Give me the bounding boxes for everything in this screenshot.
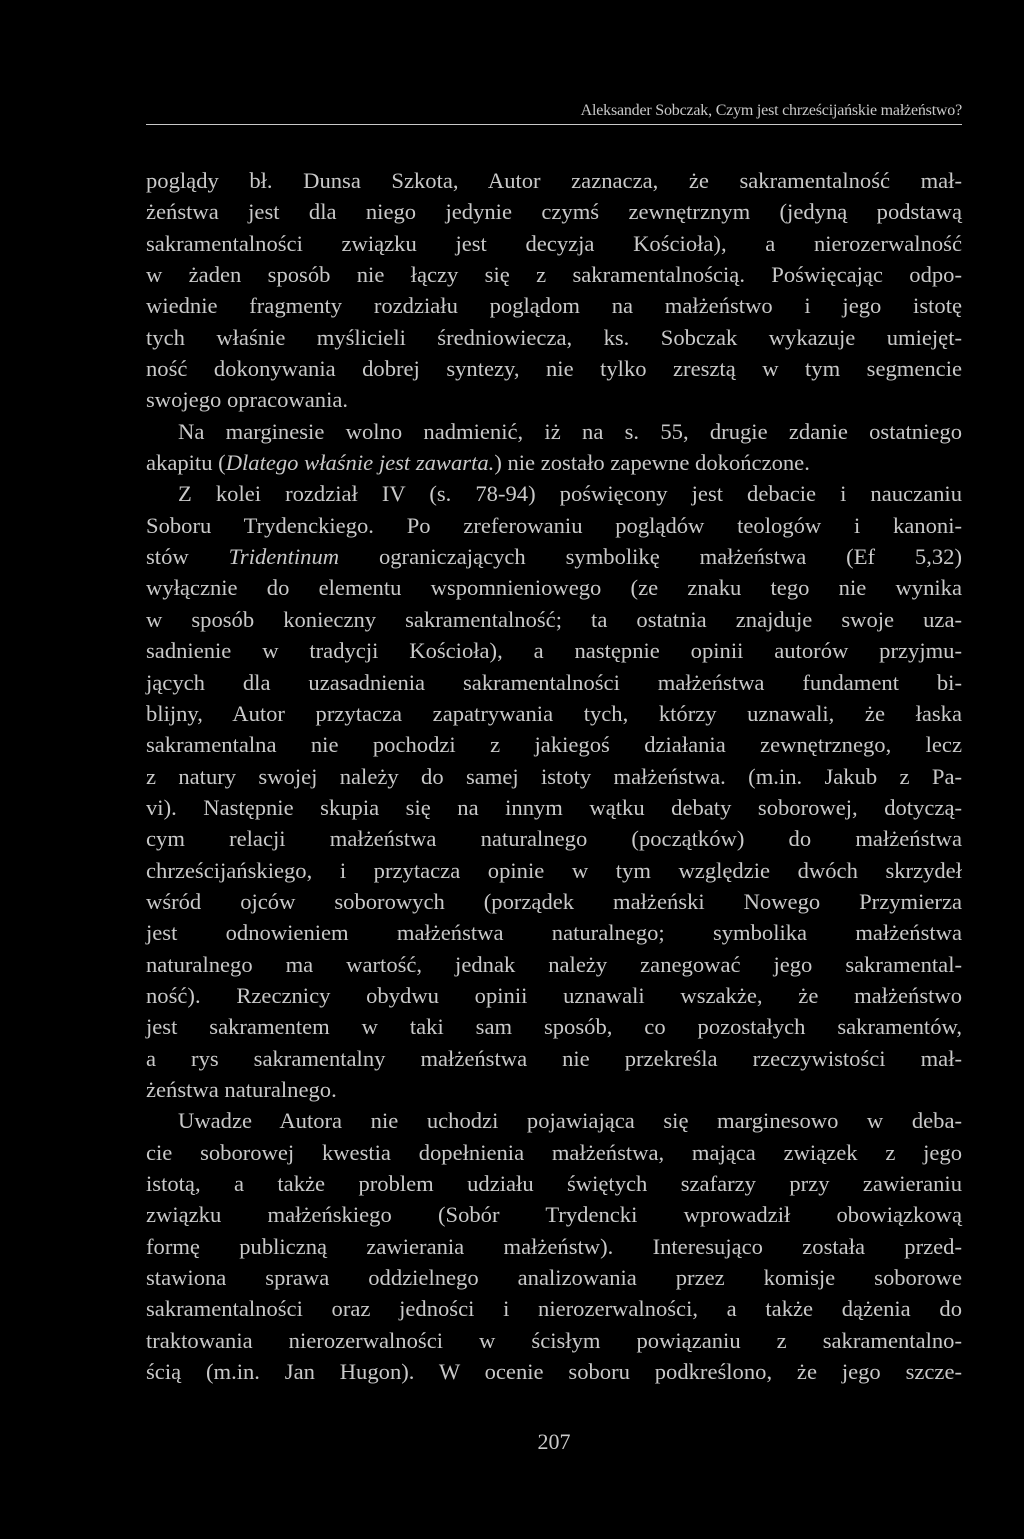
text-line: żeństwa jest dla niego jedynie czymś zewnętrznym (jedyną podstawą <box>146 199 962 225</box>
body-text <box>146 165 962 1387</box>
text-line: żeństwa naturalnego. <box>146 1076 337 1102</box>
paragraph-2 <box>146 416 962 479</box>
text-run: ) nie zostało zapewne dokończone. <box>494 450 810 476</box>
running-head: Aleksander Sobczak, Czym jest chrześcijańskie małżeństwo? <box>580 102 962 119</box>
text-line <box>146 541 962 572</box>
text-line: w sposób konieczny sakramentalność; ta ostatnia znajduje swoje uza- <box>146 606 962 632</box>
text-run: ograniczających symbolikę małżeństwa (Ef 5,32) <box>339 544 962 570</box>
text-line: jest odnowieniem małżeństwa naturalnego; symbolika małżeństwa <box>146 920 962 946</box>
text-line: formę publiczną zawierania małżeństw). Interesująco została przed- <box>146 1233 962 1259</box>
text-line: Na marginesie wolno nadmienić, iż na s. 55, drugie zdanie ostatniego <box>178 418 962 444</box>
text-line: wiednie fragmenty rozdziału poglądom na małżeństwo i jego istotę <box>146 293 962 319</box>
text-line: Z kolei rozdział IV (s. 78-94) poświęcony jest debacie i nauczaniu <box>178 481 962 507</box>
text-line: Uwadze Autora nie uchodzi pojawiająca się marginesowo w deba- <box>178 1108 962 1134</box>
text-line: blijny, Autor przytacza zapatrywania tych, którzy uznawali, że łaska <box>146 700 962 726</box>
text-line: stawiona sprawa oddzielnego analizowania przez komisje soborowe <box>146 1265 962 1291</box>
text-run: stów <box>146 544 229 570</box>
text-line: ność). Rzecznicy obydwu opinii uznawali wszakże, że małżeństwo <box>146 982 962 1008</box>
text-line: swojego opracowania. <box>146 387 349 413</box>
text-line: cym relacji małżeństwa naturalnego (początków) do małżeństwa <box>146 826 962 852</box>
text-line: jących dla uzasadnienia sakramentalności małżeństwa fundament bi- <box>146 669 962 695</box>
text-line: poglądy bł. Dunsa Szkota, Autor zaznacza, że sakramentalność mał- <box>146 168 962 193</box>
text-line: cie soborowej kwestia dopełnienia małżeństwa, mająca związek z jego <box>146 1139 962 1165</box>
text-line: naturalnego ma wartość, jednak należy zanegować jego sakramental- <box>146 951 962 977</box>
text-line: sadnienie w tradycji Kościoła), a następnie opinii autorów przyjmu- <box>146 638 962 664</box>
text-line: chrześcijańskiego, i przytacza opinie w tym względzie dwóch skrzydeł <box>146 857 962 883</box>
italic-quote: Dlatego właśnie jest zawarta. <box>225 450 495 476</box>
text-line: Soboru Trydenckiego. Po zreferowaniu poglądów teologów i kanoni- <box>146 512 962 538</box>
page-number: 207 <box>537 1429 571 1454</box>
text-line <box>146 447 962 478</box>
italic-term: Tridentinum <box>228 544 340 570</box>
text-line: sakramentalna nie pochodzi z jakiegoś działania zewnętrznego, lecz <box>146 732 962 758</box>
text-line: w żaden sposób nie łączy się z sakramentalnością. Poświęcając odpo- <box>146 262 962 288</box>
text-line: tych właśnie myślicieli średniowiecza, ks. Sobczak wykazuje umiejęt- <box>146 324 962 350</box>
text-run: akapitu ( <box>146 450 226 476</box>
text-line: sakramentalności związku jest decyzja Kościoła), a nierozerwalność <box>146 230 962 256</box>
text-line: ność dokonywania dobrej syntezy, nie tylko zresztą w tym segmencie <box>146 356 962 382</box>
text-line: traktowania nierozerwalności w ścisłym powiązaniu z sakramentalno- <box>146 1327 962 1353</box>
text-line: związku małżeńskiego (Sobór Trydencki wprowadził obowiązkową <box>146 1202 962 1228</box>
text-line: vi). Następnie skupia się na innym wątku debaty soborowej, dotyczą- <box>146 794 962 820</box>
header-rule <box>146 124 962 125</box>
paragraph-1 <box>146 165 962 416</box>
paragraph-4 <box>146 1105 962 1387</box>
text-line: a rys sakramentalny małżeństwa nie przekreśla rzeczywistości mał- <box>146 1045 962 1071</box>
paragraph-3 <box>146 478 962 1105</box>
text-line: ścią (m.in. Jan Hugon). W ocenie soboru podkreślono, że jego szcze- <box>146 1359 962 1385</box>
text-line: wśród ojców soborowych (porządek małżeński Nowego Przymierza <box>146 888 962 914</box>
text-line: istotą, a także problem udziału świętych szafarzy przy zawieraniu <box>146 1171 962 1196</box>
text-line: jest sakramentem w taki sam sposób, co pozostałych sakramentów, <box>146 1014 962 1040</box>
text-line: wyłącznie do elementu wspomnieniowego (ze znaku tego nie wynika <box>146 575 962 601</box>
text-line: z natury swojej należy do samej istoty małżeństwa. (m.in. Jakub z Pa- <box>146 763 962 789</box>
text-line: sakramentalności oraz jedności i nierozerwalności, a także dążenia do <box>146 1296 962 1322</box>
